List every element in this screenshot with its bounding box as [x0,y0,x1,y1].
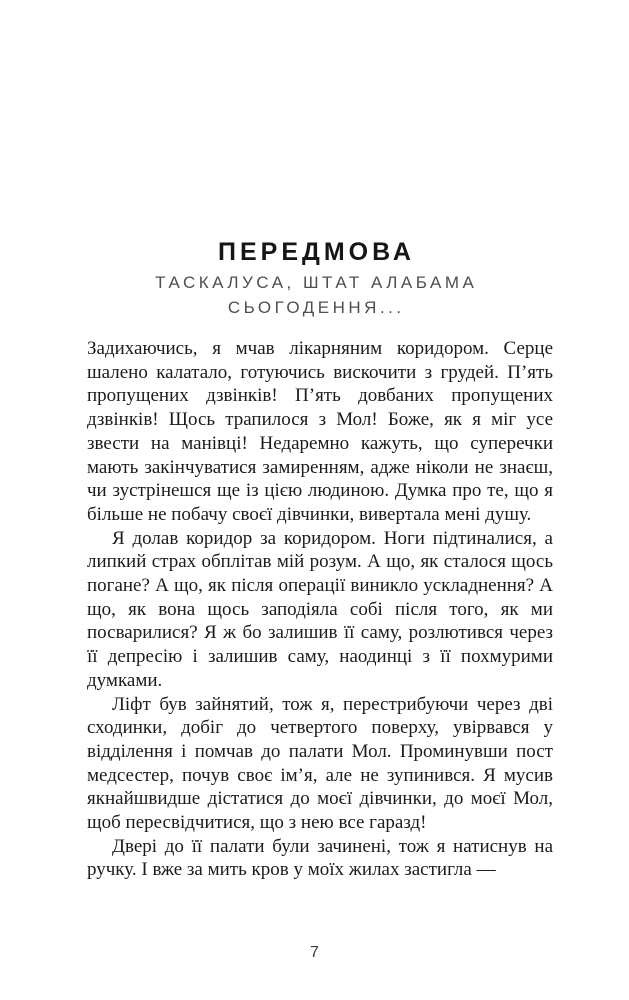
subtitle-time-line: СЬОГОДЕННЯ... [227,298,405,317]
page-number: 7 [310,944,319,961]
subtitle-location-line: ТАСКАЛУСА, ШТАТ АЛАБАМА [155,273,478,292]
chapter-subtitle [0,270,629,320]
paragraph-4: Двері до її палати були зачинені, тож я натиснув на ручку. І вже за мить кров у моїх жилах застигла — [87,835,553,881]
body-text [87,337,553,882]
paragraph-2: Я долав коридор за коридором. Ноги підтиналися, а липкий страх обплітав мій розум. А що, як сталося щось погане? А що, як після операції виникло ускладнення? А що, як вона щось заподіяла собі після того, як ми посварилися? Я ж бо залишив її саму, розлютився через її депресію і залишив саму, наодинці з її похмурими думками. [87,527,553,691]
chapter-title: ПЕРЕДМОВА [218,237,415,266]
paragraph-1: Задихаючись, я мчав лікарняним коридором. Серце шалено калатало, готуючись вискочити з грудей. П’ять пропущених дзвінків! П’ять довбаних пропущених дзвінків! Щось трапилося з Мол! Боже, як я міг усе звести на манівці! Недаремно кажуть, що суперечки мають закінчуватися замиренням, адже ніколи не знаєш, чи зустрінешся ще із цією людиною. Думка про те, що я більше не побачу своєї дівчинки, вивертала мені душу. [87,338,553,525]
paragraph-3: Ліфт був зайнятий, тож я, перестрибуючи через дві сходинки, добіг до четвертого поверху, увірвався у відділення і помчав до палати Мол. Проминувши пост медсестер, почув своє ім’я, але не зупинився. Я мусив якнайшвидше дістатися до моєї дівчинки, до моєї Мол, щоб пересвідчитися, що з нею все гаразд! [87,693,553,834]
